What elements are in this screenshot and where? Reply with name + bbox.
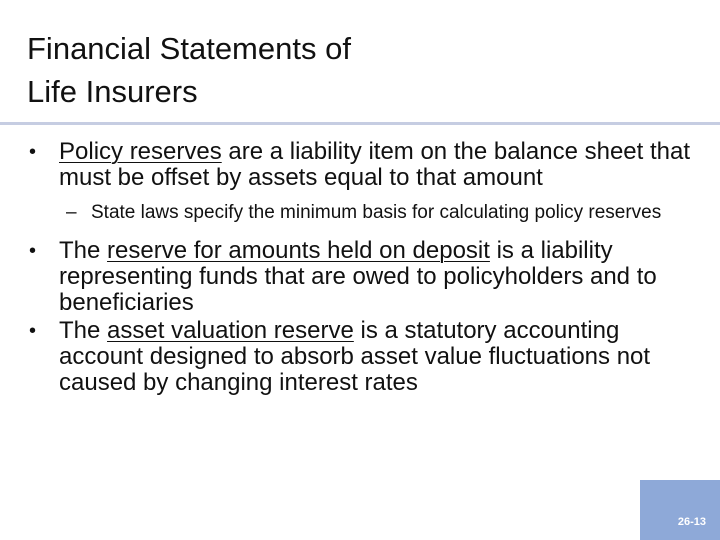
sub-bullet-marker: –: [66, 202, 77, 223]
bullet-deposit-reserve: [0, 238, 700, 316]
bullet-text-after: is a liability representing funds that are owed to policyholders and to beneficiaries: [59, 237, 657, 316]
slide-number-box: [640, 480, 720, 540]
title-divider: [0, 122, 720, 125]
bullet-marker: •: [29, 240, 37, 262]
bullet-asset-valuation: [0, 318, 700, 396]
bullet-text-after: is a statutory accounting account designed to absorb asset value fluctuations not caused by changing interest rates: [59, 317, 651, 396]
bullet-term: Policy reserves: [59, 138, 222, 165]
bullet-text-after: are a liability item on the balance sheet that must be offset by assets equal to that amount: [59, 138, 690, 191]
sub-bullet-state-laws: [0, 201, 700, 224]
bullet-term: reserve for amounts held on deposit: [107, 237, 490, 264]
bullet-marker: •: [29, 141, 37, 163]
bullet-policy-reserves: [0, 139, 700, 191]
bullet-marker: •: [29, 320, 37, 342]
slide-number: 26-13: [677, 516, 706, 528]
bullet-term: asset valuation reserve: [107, 317, 354, 344]
slide-content: [0, 137, 700, 396]
bullet-text-before: The: [59, 237, 108, 264]
sub-bullet-text: State laws specify the minimum basis for calculating policy reserves: [91, 202, 662, 223]
title-area: [0, 0, 720, 122]
bullet-text-before: The: [59, 317, 108, 344]
slide-title: Financial Statements of Life Insurers: [27, 31, 351, 109]
